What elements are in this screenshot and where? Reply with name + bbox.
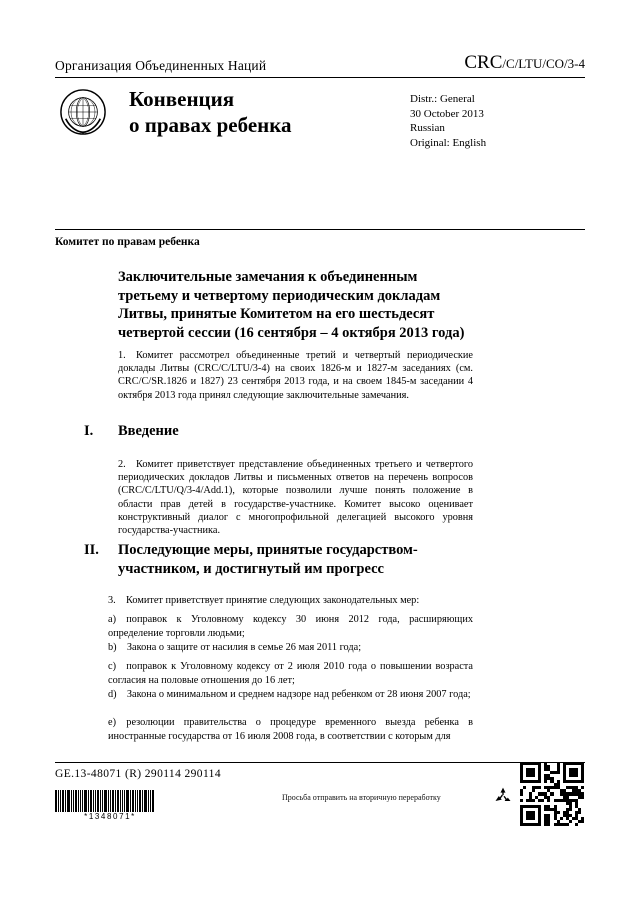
barcode-text: *1348071* <box>84 812 136 821</box>
header-divider <box>55 77 585 78</box>
paragraph-3: 3. Комитет приветствует принятие следующих законодательных мер: <box>108 595 420 606</box>
paragraph-1: 1. Комитет рассмотрел объединенные третий и четвертый периодические доклады Литвы (CRC/C/LTU/3-4) на своих 1826-м и 1827-м заседаниях (см. CRC/C/SR.1826 и 1827) 23 сентября 2013 года, и на своем 1845-м заседании 4 октября 2013 года принял следующие заключительные замечания. <box>118 350 473 401</box>
distribution-info <box>410 92 486 150</box>
document-symbol <box>464 52 585 74</box>
document-symbol-sub: /C/LTU/CO/3-4 <box>502 56 585 71</box>
convention-title-line1: Конвенция <box>129 87 235 111</box>
list-item-a: a) поправок к Уголовному кодексу 30 июня 2012 года, расширяющих определение торговли людьми; <box>108 614 473 640</box>
section-number-2: II. <box>84 542 99 558</box>
document-code: GE.13-48071 (R) 290114 290114 <box>55 768 221 780</box>
title-divider <box>55 229 585 230</box>
distr-line-2: 30 October 2013 <box>410 107 484 120</box>
paragraph-2: 2. Комитет приветствует представление объединенных третьего и четвертого периодических докладов Литвы и письменных ответов на перечень вопросов (CRC/C/LTU/Q/3-4/Add.1), которые позволили лучше понять положение в области прав детей в государстве-участнике. Комитет высоко оценивает конструктивный диалог с многопрофильной делегацией высокого уровня государства-участника. <box>118 459 473 537</box>
list-item-c: c) поправок к Уголовному кодексу от 2 июля 2010 года о повышении возраста согласия на половые отношения до 16 лет; <box>108 661 473 687</box>
section-title-1: Введение <box>118 423 179 439</box>
section-heading-2 <box>84 541 474 578</box>
list-item-b: b) Закона о защите от насилия в семье 26 мая 2011 года; <box>108 642 362 653</box>
section-number-1: I. <box>84 423 94 439</box>
un-emblem-icon <box>59 88 107 136</box>
footer-divider <box>55 762 585 763</box>
title-block <box>55 80 585 158</box>
section-title-2: Последующие меры, принятые государством-участником, и достигнутый им прогресс <box>118 542 418 577</box>
distr-line-4: Original: English <box>410 136 487 149</box>
section-heading-1 <box>84 422 484 441</box>
recycle-icon <box>492 786 514 806</box>
organization-name: Организация Объединенных Наций <box>55 58 267 73</box>
qr-code <box>520 762 584 826</box>
committee-name: Комитет по правам ребенка <box>55 236 200 248</box>
distr-line-3: Russian <box>410 122 445 134</box>
recycle-note: Просьба отправить на вторичную переработку <box>282 793 441 802</box>
document-symbol-main: CRC <box>464 52 503 73</box>
list-item-d: d) Закона о минимальном и среднем надзоре над ребенком от 28 июня 2007 года; <box>108 689 471 700</box>
convention-title-line2: о правах ребенка <box>129 113 292 137</box>
document-header <box>55 52 585 78</box>
page-title: Заключительные замечания к объединенным третьему и четвертому периодическим докладам Литвы, принятые Комитетом на его шестьдесят четвертой сессии (16 сентября – 4 октября 2013 года) <box>118 269 465 341</box>
list-item-e: e) резолюции правительства о процедуре временного выезда ребенка в иностранные государства от 16 июля 2008 года, в соответствии с которым для <box>108 717 473 743</box>
convention-title <box>129 86 292 138</box>
distr-line-1: Distr.: General <box>410 93 475 105</box>
